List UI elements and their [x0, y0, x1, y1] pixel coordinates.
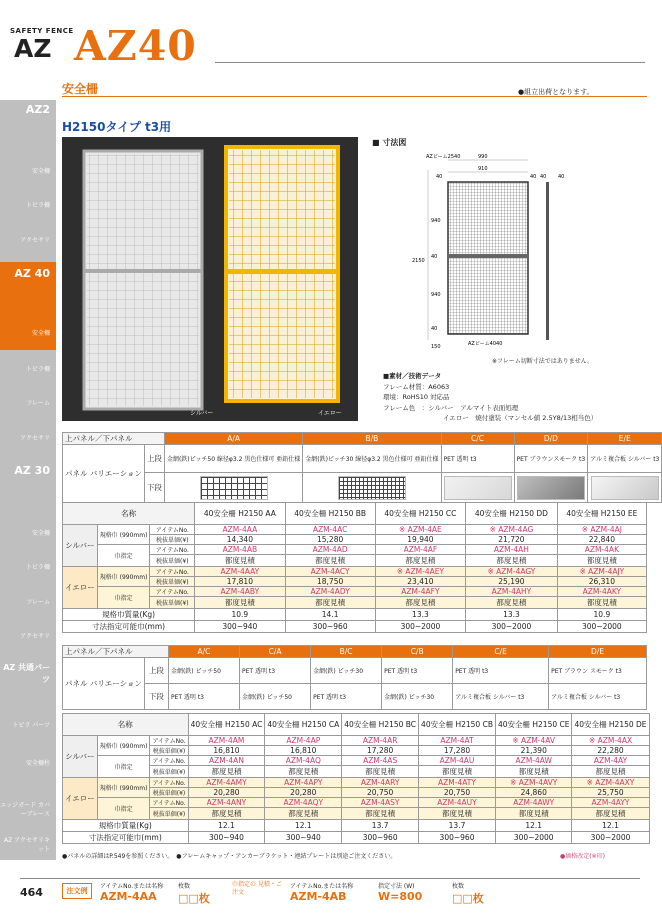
price-label: 税抜単価(¥)	[150, 597, 195, 609]
item-no-label: アイテムNo.	[150, 736, 188, 746]
item-no: AZM-4AP	[265, 736, 342, 746]
thumb-cell	[588, 473, 662, 503]
price-label: 税抜単価(¥)	[150, 555, 195, 567]
sidebar-item-frame-30[interactable]: フレーム	[26, 599, 50, 606]
item-no: AZM-4AW	[495, 756, 572, 766]
price: 20,750	[342, 788, 419, 798]
code-cell: B/C	[311, 646, 382, 658]
panel-variation-label: パネル バリエーション	[63, 445, 145, 503]
item-no: AZM-4AD	[285, 545, 375, 555]
sidebar-item-edge-guard[interactable]: エッジガード カバーブレース	[0, 802, 50, 818]
product-name: 40安全柵 H2150 CA	[265, 714, 342, 736]
code-cell: D/D	[514, 433, 588, 445]
price: 21,720	[466, 535, 558, 545]
sidebar-item-fence[interactable]: 安全柵	[31, 168, 50, 175]
item-no: AZM-4APY	[265, 778, 342, 788]
dim-label-40b: 40	[530, 174, 537, 180]
item-no: AZM-4AQ	[265, 756, 342, 766]
mesh-thumb	[338, 476, 406, 500]
product-photo	[62, 137, 358, 421]
item-no: AZM-4ATY	[419, 778, 496, 788]
price-label: 税抜単価(¥)	[150, 535, 195, 545]
cut-width-label: 巾指定	[97, 545, 150, 567]
price: 都度見積	[285, 597, 375, 609]
name-header: 名称	[63, 503, 195, 525]
title-divider	[215, 62, 645, 63]
spec-line-yellow: イエロー 焼付塗装（マンセル値 2.5Y8/13相当色）	[443, 414, 598, 422]
page-title: AZ40	[74, 22, 197, 70]
footer-divider	[20, 878, 640, 879]
product-name: 40安全柵 H2150 EE	[557, 503, 646, 525]
price: 15,280	[285, 535, 375, 545]
weight: 10.9	[195, 609, 285, 621]
code-cell: B/B	[303, 433, 441, 445]
spec-line-material: フレーム材質：A6063	[383, 382, 450, 391]
item-no: AZM-4AM	[188, 736, 265, 746]
item-no: AZM-4AR	[342, 736, 419, 746]
upper-desc: PET 透明 t3	[382, 658, 453, 684]
price: 都度見積	[195, 597, 285, 609]
caption-yellow: イエロー	[318, 410, 342, 417]
price: 24,860	[495, 788, 572, 798]
price: 20,280	[265, 788, 342, 798]
order-col4-label: アイテムNo.または名称	[290, 883, 354, 890]
dim-label-40c: 40	[540, 174, 547, 180]
price: 都度見積	[466, 555, 558, 567]
price: 16,810	[188, 746, 265, 756]
price: 都度見積	[572, 766, 649, 778]
item-no: AZM-4AC	[285, 525, 375, 535]
fence-photo-svg	[62, 137, 358, 421]
price: 20,280	[188, 788, 265, 798]
product-name: 40安全柵 H2150 CE	[495, 714, 572, 736]
item-no: AZM-4AYY	[572, 798, 649, 808]
item-no: AZM-4AY	[572, 756, 649, 766]
item-no-label: アイテムNo.	[150, 567, 195, 577]
range: 300~940	[195, 621, 285, 633]
dim-label-40d: 40	[558, 174, 565, 180]
panel-header: 上パネル／下パネル	[63, 646, 169, 658]
dim-label-40e: 40	[431, 254, 438, 260]
range: 300~940	[265, 832, 342, 844]
item-no-label: アイテムNo.	[150, 778, 188, 788]
name-header: 名称	[63, 714, 189, 736]
sidebar-item-door-30[interactable]: トビラ柵	[25, 564, 50, 571]
range: 300~940	[188, 832, 265, 844]
yellow-label: イエロー	[63, 567, 98, 609]
product-name: 40安全柵 H2150 CC	[375, 503, 465, 525]
item-no: AZM-4ACY	[285, 567, 375, 577]
caption-silver: シルバー	[190, 410, 214, 417]
lower-desc: アルミ複合板 シルバー t3	[549, 684, 647, 710]
upper-desc: 金網(鉄)ピッチ50 線径φ3.2 黒色仕様可 亜鉛仕様	[164, 445, 302, 473]
item-no: AZM-4AS	[342, 756, 419, 766]
dimension-title: ■ 寸法図	[372, 138, 407, 147]
item-no: AZM-4ADY	[285, 587, 375, 597]
item-no: AZM-4AWY	[495, 798, 572, 808]
upper-desc: PET ブラウンスモーク t3	[514, 445, 588, 473]
price-label: 税抜単価(¥)	[150, 808, 188, 820]
sidebar-head-az2[interactable]: AZ2	[25, 103, 50, 116]
product-name: 40安全柵 H2150 DE	[572, 714, 649, 736]
page-number: 464	[20, 886, 43, 899]
sidebar-item-accessory-30[interactable]: アクセサリ	[20, 633, 50, 640]
item-no-label: アイテムNo.	[150, 587, 195, 597]
weight: 12.1	[572, 820, 649, 832]
code-cell: E/E	[588, 433, 662, 445]
order-col2-value: □□枚	[178, 892, 210, 905]
price: 25,750	[572, 788, 649, 798]
thumb-cell	[514, 473, 588, 503]
dim-label-40f: 40	[431, 326, 438, 332]
panel-header: 上パネル／下パネル	[63, 433, 165, 445]
item-no: ※ AZM-4AE	[375, 525, 465, 535]
sidebar-head-common[interactable]: AZ 共通パーツ	[3, 663, 50, 684]
dim-label-910: 910	[478, 166, 488, 172]
lower-desc: PET 透明 t3	[311, 684, 382, 710]
sidebar-item-door-parts[interactable]: トビラ パーツ	[12, 722, 50, 729]
item-no: AZM-4AN	[188, 756, 265, 766]
price: 都度見積	[285, 555, 375, 567]
upper-label: 上段	[144, 658, 168, 684]
price: 22,840	[557, 535, 646, 545]
order-col5-value: W=800	[378, 890, 423, 903]
alu-thumb	[591, 476, 659, 500]
price: 都度見積	[195, 555, 285, 567]
sidebar-item-fence-active[interactable]: 安全柵	[31, 330, 50, 337]
sidebar	[0, 100, 56, 860]
thumb-cell	[441, 473, 514, 503]
type-title: H2150タイプ t3用	[62, 120, 172, 134]
lower-label: 下段	[144, 473, 164, 503]
range: 300~960	[419, 832, 496, 844]
lower-desc: PET 透明 t3	[168, 684, 239, 710]
price-label: 税抜単価(¥)	[150, 766, 188, 778]
pet-brown-thumb	[517, 476, 585, 500]
pet-clear-thumb	[444, 476, 512, 500]
item-no: ※ AZM-4AJ	[557, 525, 646, 535]
product-name: 40安全柵 H2150 AA	[195, 503, 285, 525]
code-cell: C/C	[441, 433, 514, 445]
section-title: 安全柵	[62, 82, 99, 96]
price: 14,340	[195, 535, 285, 545]
range: 300~2000	[572, 832, 649, 844]
product-name: 40安全柵 H2150 CB	[419, 714, 496, 736]
order-col4-value: AZM-4AB	[290, 890, 347, 903]
item-no-label: アイテムNo.	[150, 525, 195, 535]
price: 都度見積	[265, 766, 342, 778]
dim-label-beam-bottom: AZビーム4040	[468, 341, 503, 347]
code-cell: D/E	[549, 646, 647, 658]
dimension-drawing	[408, 150, 578, 358]
price: 23,410	[375, 577, 465, 587]
weight: 10.9	[557, 609, 646, 621]
thumb-cell	[164, 473, 302, 503]
item-no: ※ AZM-4AEY	[375, 567, 465, 577]
sidebar-item-kit[interactable]: AZ アクセサリキット	[4, 837, 50, 853]
price: 都度見積	[466, 597, 558, 609]
price: 20,750	[419, 788, 496, 798]
panel-variation-label: パネル バリエーション	[63, 658, 145, 710]
spec-block	[383, 371, 597, 424]
price-label: 税抜単価(¥)	[150, 788, 188, 798]
item-no: ※ AZM-4AXY	[572, 778, 649, 788]
item-no-label: アイテムNo.	[150, 545, 195, 555]
price: 都度見積	[557, 597, 646, 609]
silver-label: シルバー	[63, 736, 98, 778]
item-no: ※ AZM-4AG	[466, 525, 558, 535]
spec-line-color: フレーム色 ：シルバー アルマイト表面処理	[383, 403, 519, 412]
cut-width-label: 巾指定	[97, 798, 150, 820]
dim-label-2150: 2150	[412, 258, 425, 264]
mesh-thumb	[200, 476, 268, 500]
order-col6-label: 枚数	[452, 883, 465, 890]
upper-desc: 金網(鉄) ピッチ50	[168, 658, 239, 684]
panel-table-2	[62, 645, 647, 710]
item-no: AZM-4ABY	[195, 587, 285, 597]
product-name: 40安全柵 H2150 BB	[285, 503, 375, 525]
price: 都度見積	[342, 766, 419, 778]
item-no: AZM-4ARY	[342, 778, 419, 788]
price: 都度見積	[557, 555, 646, 567]
item-no: ※ AZM-4AGY	[466, 567, 558, 577]
item-no: AZM-4AF	[375, 545, 465, 555]
item-no: AZM-4ANY	[188, 798, 265, 808]
item-no: AZM-4AT	[419, 736, 496, 746]
section-divider	[62, 96, 647, 97]
weight: 12.1	[265, 820, 342, 832]
order-col2-label: 枚数	[178, 883, 191, 890]
dimension-note: ※フレーム切断寸法ではありません。	[492, 358, 594, 365]
item-no: ※ AZM-4AV	[495, 736, 572, 746]
item-no-label: アイテムNo.	[150, 756, 188, 766]
item-no: ※ AZM-4AX	[572, 736, 649, 746]
sidebar-item-accessory[interactable]: アクセサリ	[20, 237, 50, 244]
dim-label-beam-top: AZビーム2540	[426, 154, 461, 160]
range-label: 寸法指定可能巾(mm)	[63, 621, 195, 633]
item-no-label: アイテムNo.	[150, 798, 188, 808]
item-no: AZM-4AUY	[419, 798, 496, 808]
std-width-label: 規格巾 (990mm)	[97, 567, 150, 587]
upper-desc: PET 透明 t3	[441, 445, 514, 473]
lower-desc: 金網(鉄) ピッチ50	[240, 684, 311, 710]
price: 19,940	[375, 535, 465, 545]
weight: 12.1	[188, 820, 265, 832]
price: 26,310	[557, 577, 646, 587]
upper-desc: 金網(鉄)ピッチ30 線径φ3.2 黒色仕様可 亜鉛仕様	[303, 445, 441, 473]
code-cell: C/A	[240, 646, 311, 658]
order-col1-label: アイテムNo.または名称	[100, 883, 164, 890]
weight: 13.3	[466, 609, 558, 621]
price-table-1	[62, 502, 647, 633]
price: 都度見積	[419, 808, 496, 820]
range: 300~2000	[466, 621, 558, 633]
sidebar-head-az30[interactable]: AZ 30	[14, 464, 50, 477]
sidebar-head-az40[interactable]: AZ 40	[14, 267, 50, 280]
lower-desc: アルミ複合板 シルバー t3	[453, 684, 549, 710]
panel-table-1	[62, 432, 662, 503]
price: 都度見積	[188, 766, 265, 778]
price: 都度見積	[375, 555, 465, 567]
range: 300~960	[342, 832, 419, 844]
price-table-2	[62, 713, 650, 844]
code-cell: C/B	[382, 646, 453, 658]
price: 17,280	[419, 746, 496, 756]
silver-label: シルバー	[63, 525, 98, 567]
price: 都度見積	[495, 808, 572, 820]
item-no: AZM-4AKY	[557, 587, 646, 597]
spec-title: ■素材／技術データ	[383, 372, 442, 380]
dim-label-150: 150	[431, 344, 441, 350]
upper-desc: PET 透明 t3	[453, 658, 549, 684]
price-label: 税抜単価(¥)	[150, 577, 195, 587]
sidebar-item-accessory-40[interactable]: アクセサリ	[20, 435, 50, 442]
footnote-left: ●パネルの詳細はP.549を参照ください。 ●フレームキャップ・アンカーブラケット・連結プレートは別途ご注文ください。	[62, 853, 397, 860]
order-col1-value: AZM-4AA	[100, 890, 157, 903]
item-no: AZM-4AU	[419, 756, 496, 766]
price: 22,280	[572, 746, 649, 756]
item-no: AZM-4AHY	[466, 587, 558, 597]
upper-desc: 金網(鉄) ピッチ30	[311, 658, 382, 684]
upper-desc: アルミ複合板 シルバー t3	[588, 445, 662, 473]
item-no: ※ AZM-4AJY	[557, 567, 646, 577]
brand-small: SAFETY FENCE	[10, 27, 74, 35]
price: 都度見積	[419, 766, 496, 778]
price: 都度見積	[188, 808, 265, 820]
product-name: 40安全柵 H2150 BC	[342, 714, 419, 736]
thumb-cell	[303, 473, 441, 503]
order-col6-value: □□枚	[452, 892, 484, 905]
price: 都度見積	[265, 808, 342, 820]
dim-label-940a: 940	[431, 218, 441, 224]
range: 300~960	[285, 621, 375, 633]
weight-label: 規格巾質量(Kg)	[63, 820, 189, 832]
order-col5-label: 指定寸法 (W)	[378, 883, 415, 890]
upper-label: 上段	[144, 445, 164, 473]
price: 21,390	[495, 746, 572, 756]
std-width-label: 規格巾 (990mm)	[97, 778, 150, 798]
assembly-note: ●組立出荷となります。	[518, 88, 594, 96]
std-width-label: 規格巾 (990mm)	[97, 525, 150, 545]
weight-label: 規格巾質量(Kg)	[63, 609, 195, 621]
item-no: ※ AZM-4AVY	[495, 778, 572, 788]
item-no: AZM-4AK	[557, 545, 646, 555]
price: 17,810	[195, 577, 285, 587]
cut-width-label: 巾指定	[97, 587, 150, 609]
sidebar-item-frame-40[interactable]: フレーム	[26, 400, 50, 407]
weight: 13.7	[419, 820, 496, 832]
weight: 13.7	[342, 820, 419, 832]
spec-line-rohs: 環境：RoHS10 対応品	[383, 393, 450, 401]
price: 都度見積	[572, 808, 649, 820]
code-cell: A/A	[164, 433, 302, 445]
price: 25,190	[466, 577, 558, 587]
lower-label: 下段	[144, 684, 168, 710]
sidebar-item-door[interactable]: トビラ柵	[25, 202, 50, 209]
yellow-label: イエロー	[63, 778, 98, 820]
sidebar-item-fence-30[interactable]: 安全柵	[31, 530, 50, 537]
price: 17,280	[342, 746, 419, 756]
brand-code: AZ	[14, 34, 52, 63]
price: 16,810	[265, 746, 342, 756]
item-no: AZM-4AQY	[265, 798, 342, 808]
std-width-label: 規格巾 (990mm)	[97, 736, 150, 756]
range: 300~2000	[557, 621, 646, 633]
cut-width-label: 巾指定	[97, 756, 150, 778]
item-no: AZM-4AB	[195, 545, 285, 555]
lower-desc: 金網(鉄) ピッチ30	[382, 684, 453, 710]
footnote-right: ●価格改定(※印)	[560, 853, 605, 860]
item-no: AZM-4ASY	[342, 798, 419, 808]
weight: 13.3	[375, 609, 465, 621]
range-label: 寸法指定可能巾(mm)	[63, 832, 189, 844]
price: 都度見積	[375, 597, 465, 609]
item-no: AZM-4AA	[195, 525, 285, 535]
price: 18,750	[285, 577, 375, 587]
dim-label-40a: 40	[436, 174, 443, 180]
order-col3-label: 巾指定の 見積・ご注文	[232, 881, 282, 896]
dim-label-990: 990	[478, 154, 488, 160]
product-name: 40安全柵 H2150 AC	[188, 714, 265, 736]
item-no: AZM-4AH	[466, 545, 558, 555]
price: 都度見積	[495, 766, 572, 778]
weight: 12.1	[495, 820, 572, 832]
code-cell: C/E	[453, 646, 549, 658]
dim-label-940b: 940	[431, 292, 441, 298]
weight: 14.1	[285, 609, 375, 621]
range: 300~2000	[495, 832, 572, 844]
sidebar-item-door-40[interactable]: トビラ柵	[25, 366, 50, 373]
range: 300~2000	[375, 621, 465, 633]
item-no: AZM-4AAY	[195, 567, 285, 577]
code-cell: A/C	[168, 646, 239, 658]
price: 都度見積	[342, 808, 419, 820]
price-label: 税抜単価(¥)	[150, 746, 188, 756]
upper-desc: PET ブラウン スモーク t3	[549, 658, 647, 684]
order-example-badge: 注文例	[62, 883, 92, 899]
product-name: 40安全柵 H2150 DD	[466, 503, 558, 525]
upper-desc: PET 透明 t3	[240, 658, 311, 684]
item-no: AZM-4AMY	[188, 778, 265, 788]
sidebar-item-post[interactable]: 安全柵柱	[25, 760, 50, 767]
item-no: AZM-4AFY	[375, 587, 465, 597]
